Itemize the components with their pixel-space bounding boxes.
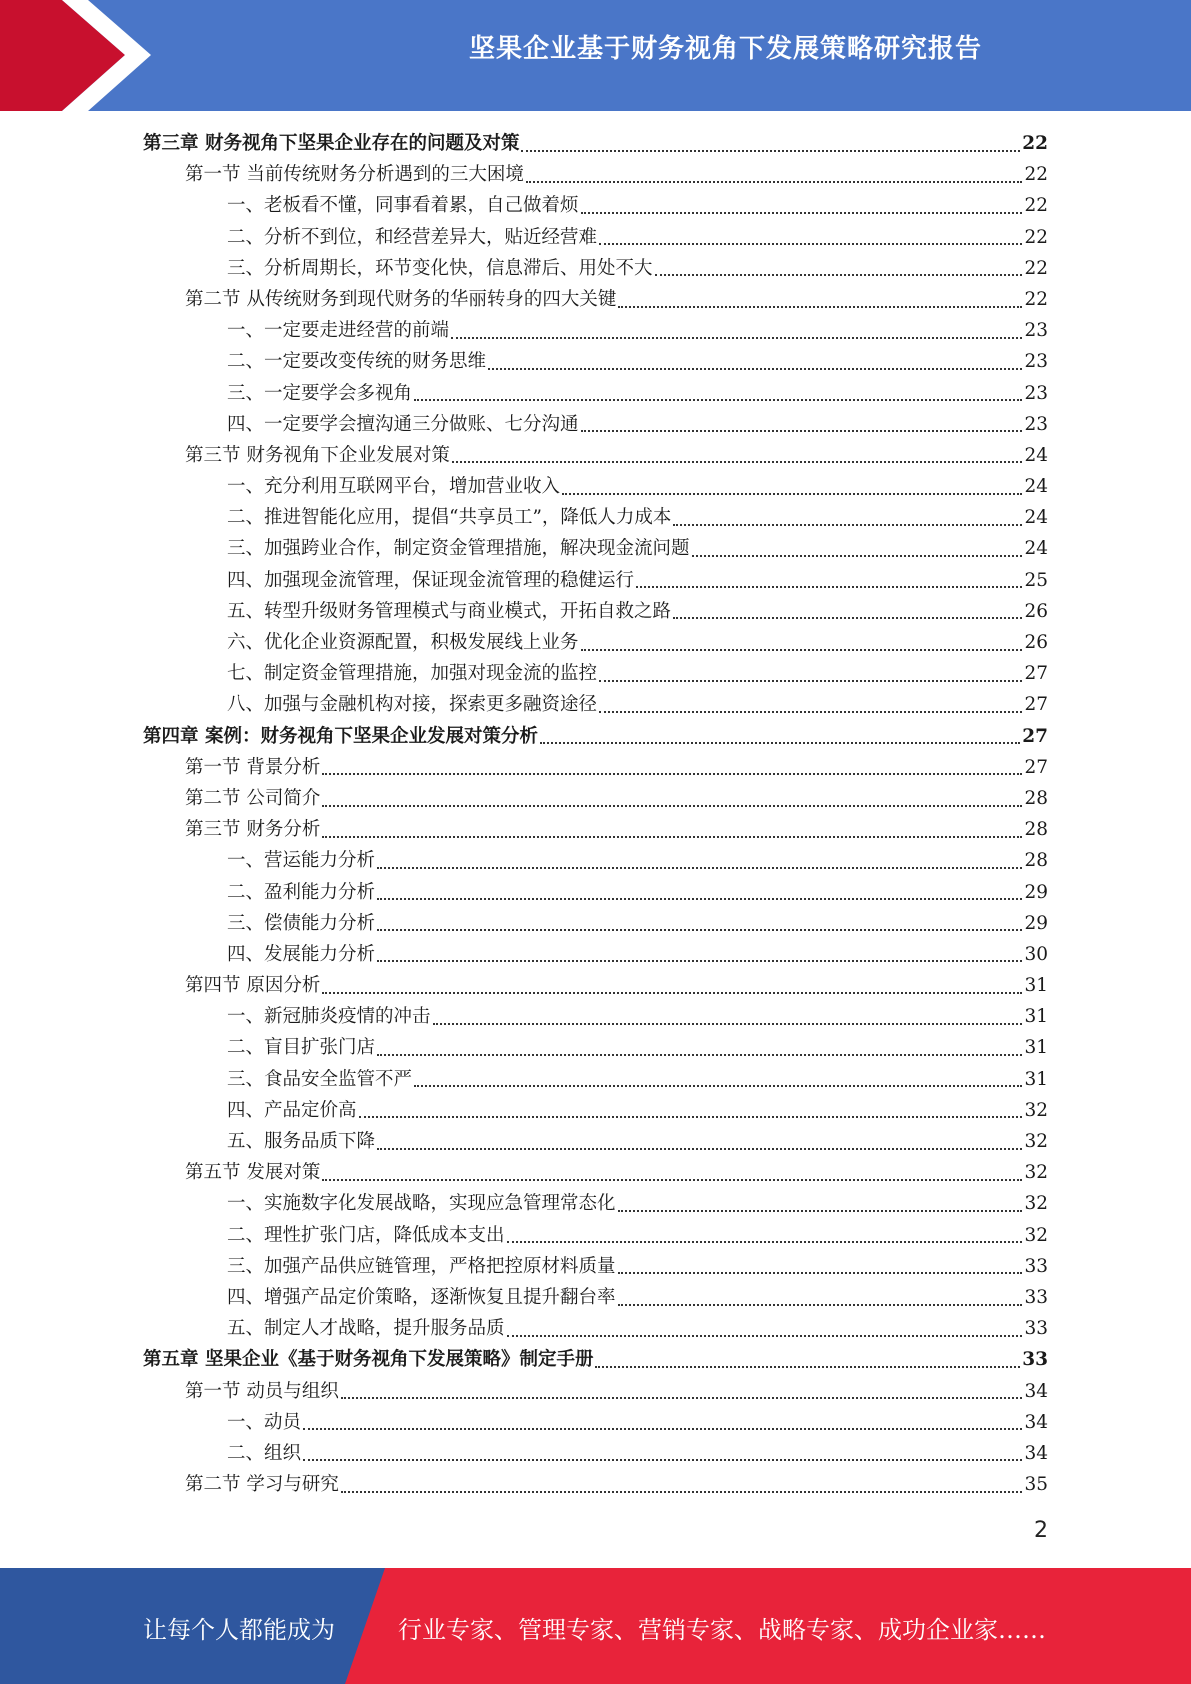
toc-page-number: 24 (1024, 538, 1048, 560)
toc-section-entry[interactable] (143, 783, 1048, 814)
toc-entry-title: 一、老板看不懂，同事看着累，自己做着烦 (227, 195, 579, 217)
toc-entry-title: 四、发展能力分析 (227, 943, 376, 965)
toc-subsection-entry[interactable] (143, 689, 1048, 720)
toc-leader-dots (322, 805, 1022, 807)
toc-entry-title: 一、动员 (227, 1411, 302, 1433)
toc-subsection-entry[interactable] (143, 1001, 1048, 1032)
page-number: 2 (1034, 1518, 1048, 1543)
toc-page-number: 22 (1024, 257, 1048, 279)
toc-leader-dots (692, 555, 1023, 557)
toc-subsection-entry[interactable] (143, 1313, 1048, 1344)
toc-entry-title: 三、加强跨业合作，制定资金管理措施，解决现金流问题 (227, 538, 690, 560)
toc-leader-dots (599, 243, 1022, 245)
toc-page-number: 27 (1024, 694, 1048, 716)
toc-page-number: 31 (1024, 1006, 1048, 1028)
toc-page-number: 33 (1022, 1349, 1048, 1371)
toc-entry-title: 第四节 原因分析 (185, 975, 321, 997)
toc-subsection-entry[interactable] (143, 1251, 1048, 1282)
toc-page-number: 30 (1024, 943, 1048, 965)
toc-entry-title: 二、盈利能力分析 (227, 881, 376, 903)
toc-subsection-entry[interactable] (143, 908, 1048, 939)
toc-entry-title: 一、充分利用互联网平台，增加营业收入 (227, 476, 561, 498)
toc-entry-title: 二、推进智能化应用，提倡“共享员工”，降低人力成本 (227, 507, 672, 529)
toc-subsection-entry[interactable] (143, 658, 1048, 689)
toc-entry-title: 第四章 案例：财务视角下坚果企业发展对策分析 (143, 725, 538, 747)
toc-leader-dots (377, 867, 1022, 869)
toc-page-number: 34 (1024, 1411, 1048, 1433)
toc-entry-title: 二、理性扩张门店，降低成本支出 (227, 1224, 505, 1246)
toc-entry-title: 三、一定要学会多视角 (227, 382, 413, 404)
toc-chapter-entry[interactable] (143, 128, 1048, 159)
toc-subsection-entry[interactable] (143, 471, 1048, 502)
toc-leader-dots (377, 1148, 1022, 1150)
toc-page-number: 27 (1024, 756, 1048, 778)
toc-leader-dots (599, 680, 1022, 682)
toc-page-number: 22 (1024, 164, 1048, 186)
toc-page-number: 27 (1022, 725, 1048, 747)
toc-page-number: 24 (1024, 476, 1048, 498)
toc-page-number: 26 (1024, 600, 1048, 622)
toc-leader-dots (540, 742, 1020, 744)
toc-leader-dots (377, 960, 1022, 962)
toc-leader-dots (618, 1272, 1023, 1274)
page-header (0, 0, 1191, 111)
toc-section-entry[interactable] (143, 284, 1048, 315)
toc-entry-title: 四、一定要学会擅沟通三分做账、七分沟通 (227, 413, 579, 435)
toc-page-number: 32 (1024, 1099, 1048, 1121)
toc-leader-dots (581, 649, 1023, 651)
toc-subsection-entry[interactable] (143, 190, 1048, 221)
toc-page-number: 32 (1024, 1162, 1048, 1184)
toc-section-entry[interactable] (143, 970, 1048, 1001)
toc-page-number: 33 (1024, 1255, 1048, 1277)
toc-leader-dots (322, 836, 1022, 838)
toc-page-number: 25 (1024, 569, 1048, 591)
toc-leader-dots (377, 1054, 1022, 1056)
toc-entry-title: 五、制定人才战略，提升服务品质 (227, 1318, 505, 1340)
toc-entry-title: 第五章 坚果企业《基于财务视角下发展策略》制定手册 (143, 1349, 594, 1371)
toc-entry-title: 一、实施数字化发展战略，实现应急管理常态化 (227, 1193, 616, 1215)
toc-leader-dots (377, 898, 1022, 900)
toc-entry-title: 五、转型升级财务管理模式与商业模式，开拓自救之路 (227, 600, 672, 622)
toc-subsection-entry[interactable] (143, 1126, 1048, 1157)
toc-subsection-entry[interactable] (143, 1188, 1048, 1219)
toc-page-number: 32 (1024, 1193, 1048, 1215)
toc-page-number: 22 (1024, 226, 1048, 248)
toc-leader-dots (655, 274, 1023, 276)
toc-entry-title: 三、食品安全监管不严 (227, 1068, 413, 1090)
toc-leader-dots (452, 461, 1023, 463)
toc-entry-title: 三、加强产品供应链管理，严格把控原材料质量 (227, 1255, 616, 1277)
toc-leader-dots (618, 306, 1022, 308)
toc-entry-title: 二、组织 (227, 1442, 302, 1464)
document-title: 坚果企业基于财务视角下发展策略研究报告 (468, 34, 982, 64)
toc-leader-dots (521, 150, 1020, 152)
toc-leader-dots (507, 1241, 1023, 1243)
toc-leader-dots (507, 1335, 1023, 1337)
toc-leader-dots (595, 1366, 1020, 1368)
toc-page-number: 28 (1024, 787, 1048, 809)
toc-leader-dots (433, 1023, 1023, 1025)
toc-page-number: 34 (1024, 1442, 1048, 1464)
toc-leader-dots (303, 1459, 1022, 1461)
toc-entry-title: 二、盲目扩张门店 (227, 1037, 376, 1059)
toc-page-number: 31 (1024, 1068, 1048, 1090)
toc-subsection-entry[interactable] (143, 845, 1048, 876)
toc-page-number: 22 (1024, 195, 1048, 217)
toc-entry-title: 第三节 财务视角下企业发展对策 (185, 444, 450, 466)
toc-section-entry[interactable] (143, 752, 1048, 783)
toc-leader-dots (673, 524, 1022, 526)
toc-leader-dots (618, 1210, 1023, 1212)
toc-entry-title: 三、分析周期长，环节变化快，信息滞后、用处不大 (227, 257, 653, 279)
toc-subsection-entry[interactable] (143, 378, 1048, 409)
toc-page-number: 24 (1024, 507, 1048, 529)
toc-subsection-entry[interactable] (143, 533, 1048, 564)
toc-page-number: 35 (1024, 1474, 1048, 1496)
toc-entry-title: 一、新冠肺炎疫情的冲击 (227, 1006, 431, 1028)
toc-page-number: 32 (1024, 1131, 1048, 1152)
toc-page-number: 23 (1024, 382, 1048, 404)
toc-entry-title: 一、营运能力分析 (227, 850, 376, 872)
toc-leader-dots (377, 929, 1022, 931)
toc-subsection-entry[interactable] (143, 346, 1048, 377)
toc-entry-title: 二、分析不到位，和经营差异大，贴近经营难 (227, 226, 598, 248)
toc-leader-dots (341, 1491, 1023, 1493)
toc-leader-dots (322, 773, 1022, 775)
toc-section-entry[interactable] (143, 814, 1048, 845)
toc-entry-title: 八、加强与金融机构对接，探索更多融资途径 (227, 694, 598, 716)
toc-subsection-entry[interactable] (143, 315, 1048, 346)
toc-chapter-entry[interactable] (143, 1344, 1048, 1375)
toc-entry-title: 一、一定要走进经营的前端 (227, 320, 450, 342)
toc-entry-title: 四、产品定价高 (227, 1099, 357, 1121)
page-footer (0, 1568, 1191, 1684)
toc-leader-dots (322, 992, 1022, 994)
toc-subsection-entry[interactable] (143, 502, 1048, 533)
toc-entry-title: 第二节 从传统财务到现代财务的华丽转身的四大关键 (185, 288, 617, 310)
toc-entry-title: 第一节 动员与组织 (185, 1380, 339, 1402)
toc-subsection-entry[interactable] (143, 1064, 1048, 1095)
toc-page-number: 31 (1024, 975, 1048, 997)
toc-leader-dots (526, 181, 1023, 183)
toc-section-entry[interactable] (143, 159, 1048, 190)
toc-leader-dots (341, 1397, 1023, 1399)
toc-page-number: 23 (1024, 351, 1048, 373)
toc-subsection-entry[interactable] (143, 253, 1048, 284)
toc-page-number: 29 (1024, 881, 1048, 903)
toc-subsection-entry[interactable] (143, 1220, 1048, 1251)
toc-section-entry[interactable] (143, 440, 1048, 471)
toc-leader-dots (581, 212, 1023, 214)
toc-leader-dots (488, 368, 1022, 370)
toc-leader-dots (303, 1428, 1022, 1430)
toc-subsection-entry[interactable] (143, 409, 1048, 440)
toc-leader-dots (414, 1085, 1022, 1087)
toc-page-number: 22 (1024, 288, 1048, 310)
toc-subsection-entry[interactable] (143, 1407, 1048, 1438)
toc-page-number: 23 (1024, 320, 1048, 342)
toc-page-number: 32 (1024, 1224, 1048, 1246)
toc-leader-dots (618, 1304, 1023, 1306)
toc-subsection-entry[interactable] (143, 627, 1048, 658)
toc-leader-dots (414, 399, 1022, 401)
toc-leader-dots (636, 586, 1022, 588)
toc-entry-title: 四、加强现金流管理，保证现金流管理的稳健运行 (227, 569, 635, 591)
toc-leader-dots (673, 617, 1022, 619)
toc-page-number: 28 (1024, 850, 1048, 872)
toc-entry-title: 六、优化企业资源配置，积极发展线上业务 (227, 632, 579, 653)
toc-page-number: 24 (1024, 444, 1048, 466)
toc-page-number: 26 (1024, 632, 1048, 653)
toc-leader-dots (451, 337, 1022, 339)
toc-subsection-entry[interactable] (143, 1282, 1048, 1313)
table-of-contents (143, 128, 1048, 1500)
toc-subsection-entry[interactable] (143, 222, 1048, 253)
toc-page-number: 27 (1024, 663, 1048, 685)
toc-section-entry[interactable] (143, 1376, 1048, 1407)
toc-entry-title: 第三节 财务分析 (185, 819, 321, 841)
toc-section-entry[interactable] (143, 1469, 1048, 1500)
toc-entry-title: 第三章 财务视角下坚果企业存在的问题及对策 (143, 133, 520, 154)
toc-entry-title: 第五节 发展对策 (185, 1162, 321, 1184)
toc-leader-dots (359, 1116, 1023, 1118)
footer-slogan-right: 行业专家、管理专家、营销专家、战略专家、成功企业家…… (398, 1616, 1046, 1644)
toc-entry-title: 第一节 当前传统财务分析遇到的三大困境 (185, 164, 524, 186)
toc-page-number: 31 (1024, 1037, 1048, 1059)
toc-entry-title: 第一节 背景分析 (185, 756, 321, 778)
toc-entry-title: 五、服务品质下降 (227, 1131, 376, 1152)
toc-subsection-entry[interactable] (143, 877, 1048, 908)
toc-subsection-entry[interactable] (143, 565, 1048, 596)
toc-page-number: 22 (1022, 133, 1048, 154)
toc-entry-title: 第二节 公司简介 (185, 787, 321, 809)
toc-entry-title: 四、增强产品定价策略，逐渐恢复且提升翻台率 (227, 1286, 616, 1308)
toc-chapter-entry[interactable] (143, 721, 1048, 752)
toc-subsection-entry[interactable] (143, 939, 1048, 970)
footer-slogan-left: 让每个人都能成为 (143, 1616, 335, 1644)
toc-leader-dots (322, 1179, 1022, 1181)
toc-page-number: 34 (1024, 1380, 1048, 1402)
toc-page-number: 28 (1024, 819, 1048, 841)
toc-entry-title: 三、偿债能力分析 (227, 912, 376, 934)
toc-subsection-entry[interactable] (143, 1095, 1048, 1126)
toc-entry-title: 二、一定要改变传统的财务思维 (227, 351, 487, 373)
toc-page-number: 33 (1024, 1286, 1048, 1308)
toc-entry-title: 第二节 学习与研究 (185, 1474, 339, 1496)
toc-section-entry[interactable] (143, 1157, 1048, 1188)
toc-leader-dots (562, 493, 1022, 495)
toc-entry-title: 七、制定资金管理措施，加强对现金流的监控 (227, 663, 598, 685)
toc-subsection-entry[interactable] (143, 1032, 1048, 1063)
toc-leader-dots (599, 711, 1022, 713)
toc-subsection-entry[interactable] (143, 596, 1048, 627)
toc-page-number: 23 (1024, 413, 1048, 435)
toc-page-number: 29 (1024, 912, 1048, 934)
toc-leader-dots (581, 430, 1023, 432)
toc-subsection-entry[interactable] (143, 1438, 1048, 1469)
toc-page-number: 33 (1024, 1318, 1048, 1340)
